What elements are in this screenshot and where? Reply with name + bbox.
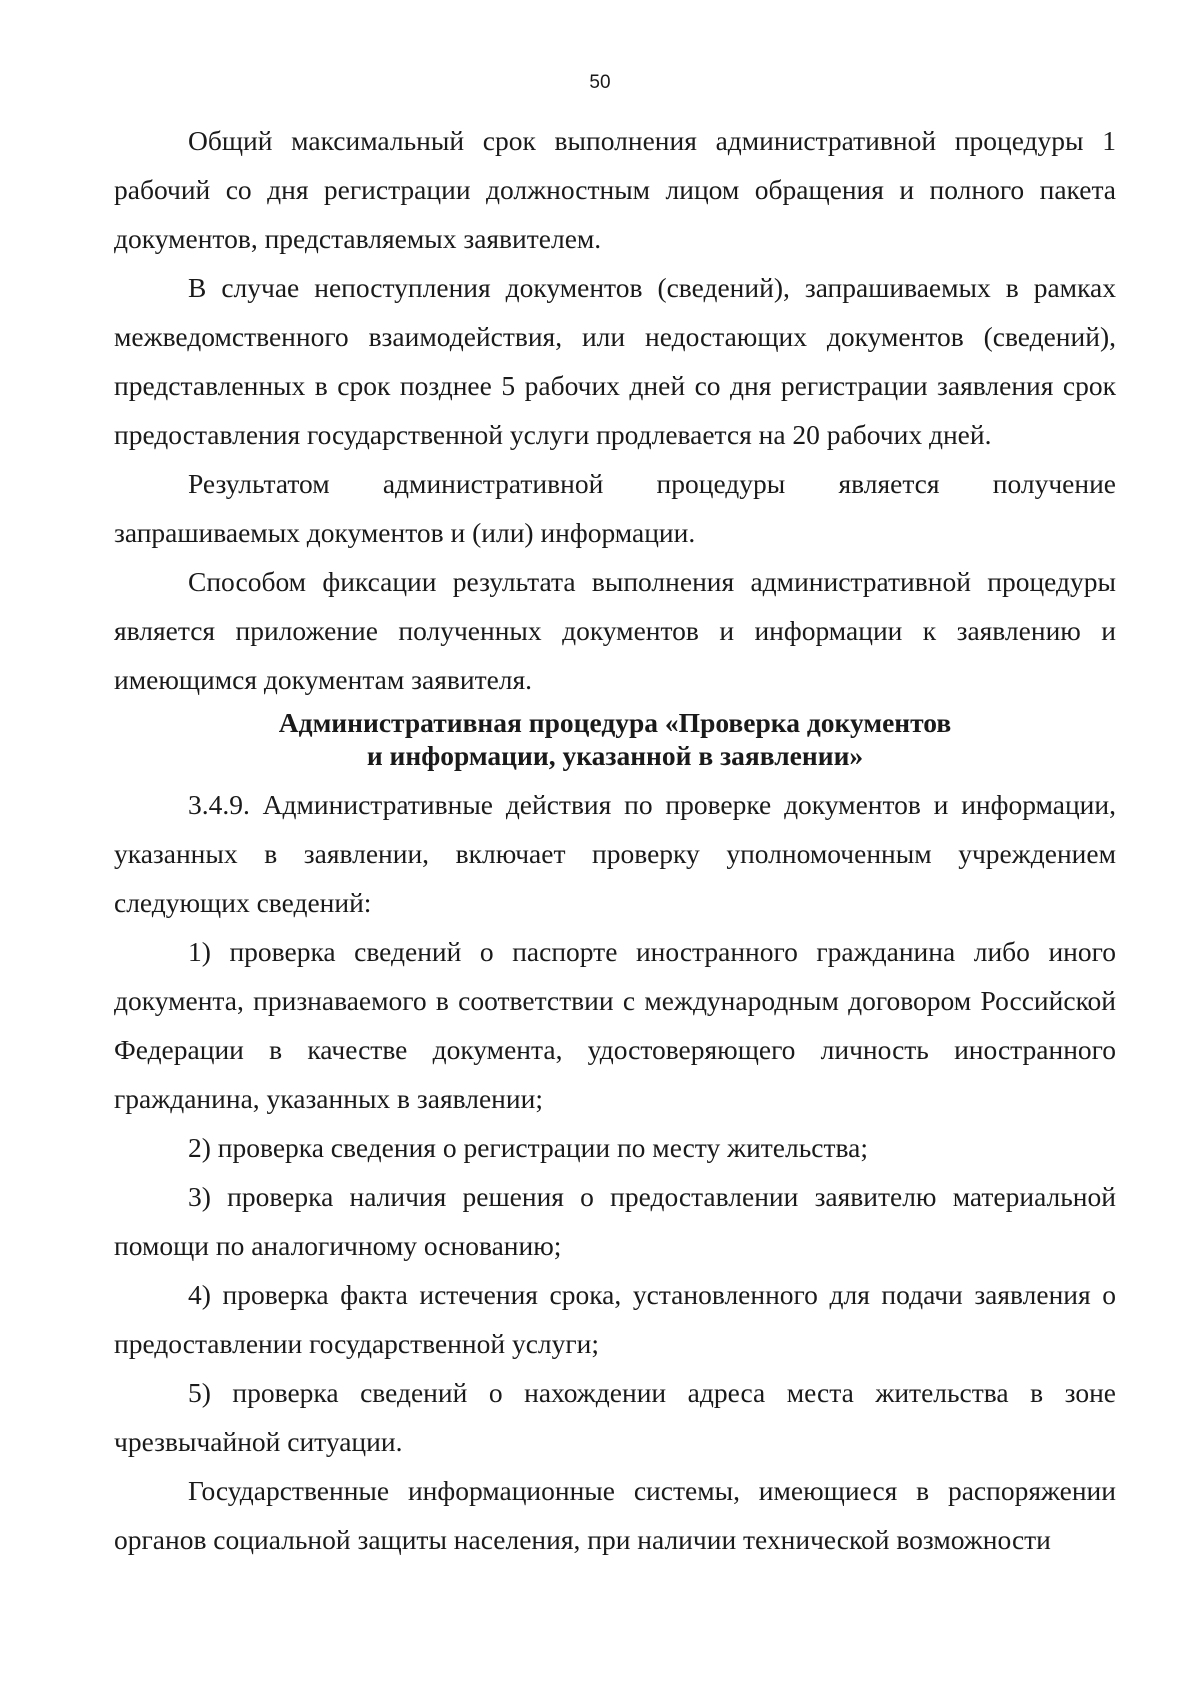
paragraph-information-systems: Государственные информационные системы, имеющиеся в распоряжении органов социальной защиты населения, при наличии технической возможности [114, 1475, 1116, 1555]
paragraph-3-4-9: 3.4.9. Административные действия по проверке документов и информации, указанных в заявлении, включает проверку уполномоченным учреждением следующих сведений: [114, 789, 1116, 918]
document-body [114, 116, 1116, 1564]
paragraph-max-term: Общий максимальный срок выполнения административной процедуры 1 рабочий со дня регистрации должностным лицом обращения и полного пакета документов, представляемых заявителем. [114, 125, 1116, 254]
section-heading [114, 706, 1116, 772]
list-item-3: 3) проверка наличия решения о предоставлении заявителю материальной помощи по аналогичному основанию; [114, 1181, 1116, 1261]
section-heading-line-2: и информации, указанной в заявлении» [366, 740, 864, 771]
list-item-2: 2) проверка сведения о регистрации по месту жительства; [188, 1132, 868, 1163]
paragraph-result: Результатом административной процедуры является получение запрашиваемых документов и (или) информации. [114, 468, 1116, 548]
list-item-1: 1) проверка сведений о паспорте иностранного гражданина либо иного документа, признаваемого в соответствии с международным договором Российской Федерации в качестве документа, удостоверяющего личность иностранного гражданина, указанных в заявлении; [114, 936, 1116, 1114]
paragraph-fixation-method: Способом фиксации результата выполнения административной процедуры является приложение полученных документов и информации к заявлению и имеющимся документам заявителя. [114, 566, 1116, 695]
section-heading-line-1: Административная процедура «Проверка документов [278, 707, 952, 738]
page-number: 50 [589, 72, 611, 93]
list-item-5: 5) проверка сведений о нахождении адреса места жительства в зоне чрезвычайной ситуации. [114, 1377, 1116, 1457]
paragraph-non-receipt: В случае непоступления документов (сведений), запрашиваемых в рамках межведомственного взаимодействия, или недостающих документов (сведений), представленных в срок позднее 5 рабочих дней со дня регистрации заявления срок предоставления государственной услуги продлевается на 20 рабочих дней. [114, 272, 1116, 450]
list-item-4: 4) проверка факта истечения срока, установленного для подачи заявления о предоставлении государственной услуги; [114, 1279, 1116, 1359]
